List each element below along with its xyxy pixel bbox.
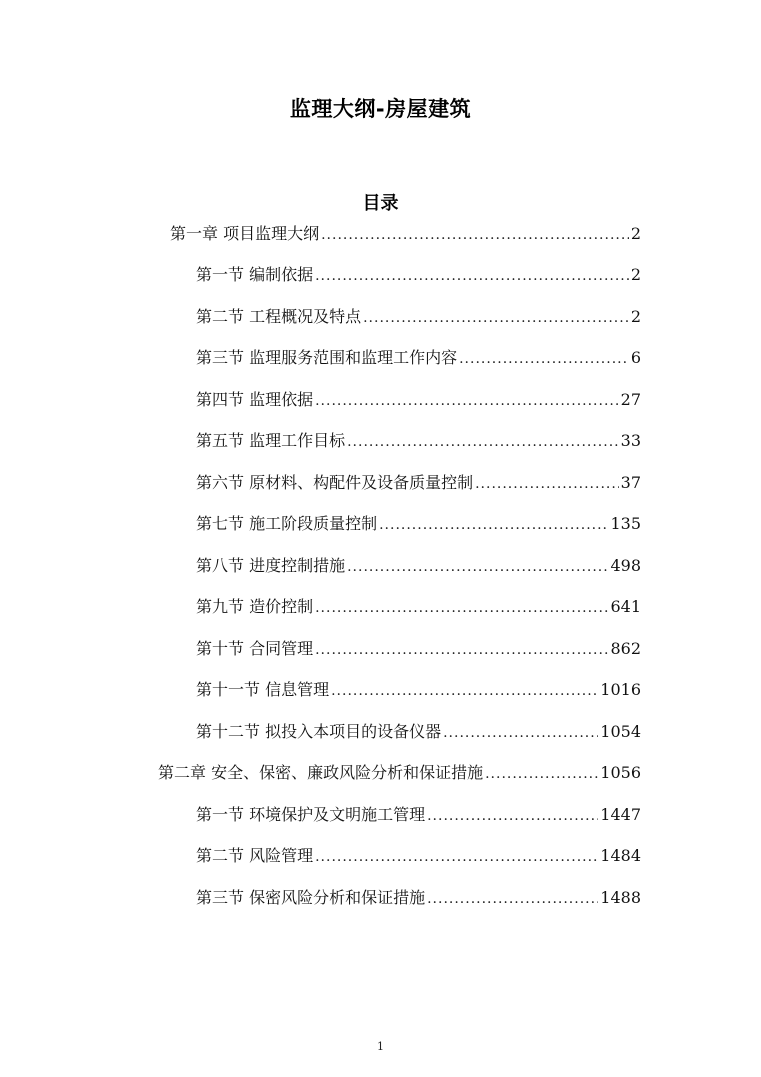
toc-leader-dots (347, 554, 608, 580)
toc-entry-page: 1484 (600, 846, 641, 865)
toc-leader-dots (321, 222, 629, 248)
toc-entry-page: 1056 (600, 763, 641, 782)
toc-entry-label: 第十二节 拟投入本项目的设备仪器 (196, 722, 442, 741)
toc-leader-dots (315, 844, 598, 870)
toc-leader-dots (427, 803, 598, 829)
toc-entry-page: 37 (620, 473, 641, 492)
toc-leader-dots (315, 595, 608, 621)
toc-entry-page: 1016 (600, 680, 641, 699)
toc-entry-section[interactable] (196, 470, 641, 496)
toc-entry-page: 2 (630, 224, 641, 243)
document-title: 监理大纲-房屋建筑 (289, 97, 472, 121)
toc-entry-section[interactable] (196, 802, 641, 828)
toc-entry-page: 1054 (600, 722, 641, 741)
toc-leader-dots (315, 637, 608, 663)
toc-leader-dots (379, 512, 608, 538)
toc-entry-label: 第十一节 信息管理 (196, 680, 330, 699)
toc-entry-page: 1488 (600, 888, 641, 907)
toc-entry-section[interactable] (196, 262, 641, 288)
toc-entry-section[interactable] (196, 428, 641, 454)
toc-entry-section[interactable] (196, 719, 641, 745)
toc-entry-page: 33 (620, 431, 641, 450)
toc-entry-section[interactable] (196, 677, 641, 703)
toc-entry-section[interactable] (196, 511, 641, 537)
toc-leader-dots (459, 346, 629, 372)
toc-entry-label: 第四节 监理依据 (196, 390, 314, 409)
toc-entry-page: 498 (610, 556, 641, 575)
toc-leader-dots (475, 471, 619, 497)
toc-entry-section[interactable] (196, 345, 641, 371)
toc-entry-label: 第三节 保密风险分析和保证措施 (196, 888, 426, 907)
toc-entry-label: 第七节 施工阶段质量控制 (196, 514, 378, 533)
toc-entry-label: 第三节 监理服务范围和监理工作内容 (196, 348, 458, 367)
toc-entry-page: 2 (630, 307, 641, 326)
toc-entry-page: 2 (630, 265, 641, 284)
toc-entry-page: 1447 (600, 805, 641, 824)
toc-entry-label: 第一章 项目监理大纲 (170, 224, 320, 243)
toc-entry-section[interactable] (196, 885, 641, 911)
toc-entry-page: 6 (630, 348, 641, 367)
toc-leader-dots (485, 761, 598, 787)
toc-entry-label: 第五节 监理工作目标 (196, 431, 346, 450)
toc-entry-page: 135 (610, 514, 641, 533)
toc-entry-section[interactable] (196, 304, 641, 330)
toc-entry-label: 第九节 造价控制 (196, 597, 314, 616)
toc-leader-dots (347, 429, 619, 455)
toc-entry-section[interactable] (196, 387, 641, 413)
toc-entry-page: 641 (610, 597, 641, 616)
toc-entry-label: 第八节 进度控制措施 (196, 556, 346, 575)
toc-leader-dots (443, 720, 598, 746)
toc-leader-dots (427, 886, 598, 912)
toc-entry-label: 第二节 工程概况及特点 (196, 307, 362, 326)
toc-entry-label: 第六节 原材料、构配件及设备质量控制 (196, 473, 474, 492)
toc-entry-section[interactable] (196, 553, 641, 579)
toc-entry-label: 第二章 安全、保密、廉政风险分析和保证措施 (158, 763, 484, 782)
toc-heading: 目录 (362, 193, 399, 214)
toc-entry-label: 第一节 环境保护及文明施工管理 (196, 805, 426, 824)
toc-leader-dots (315, 263, 629, 289)
toc-entry-label: 第十节 合同管理 (196, 639, 314, 658)
toc-entry-chapter-2[interactable] (158, 760, 641, 786)
toc-entry-page: 862 (610, 639, 641, 658)
toc-entry-chapter-1[interactable] (170, 221, 641, 247)
toc-entry-label: 第一节 编制依据 (196, 265, 314, 284)
page-number: 1 (377, 1040, 384, 1053)
toc-entry-label: 第二节 风险管理 (196, 846, 314, 865)
toc-entry-section[interactable] (196, 594, 641, 620)
toc-leader-dots (331, 678, 598, 704)
toc-entry-section[interactable] (196, 636, 641, 662)
toc-entry-section[interactable] (196, 843, 641, 869)
toc-leader-dots (315, 388, 619, 414)
toc-leader-dots (363, 305, 629, 331)
toc-entry-page: 27 (620, 390, 641, 409)
